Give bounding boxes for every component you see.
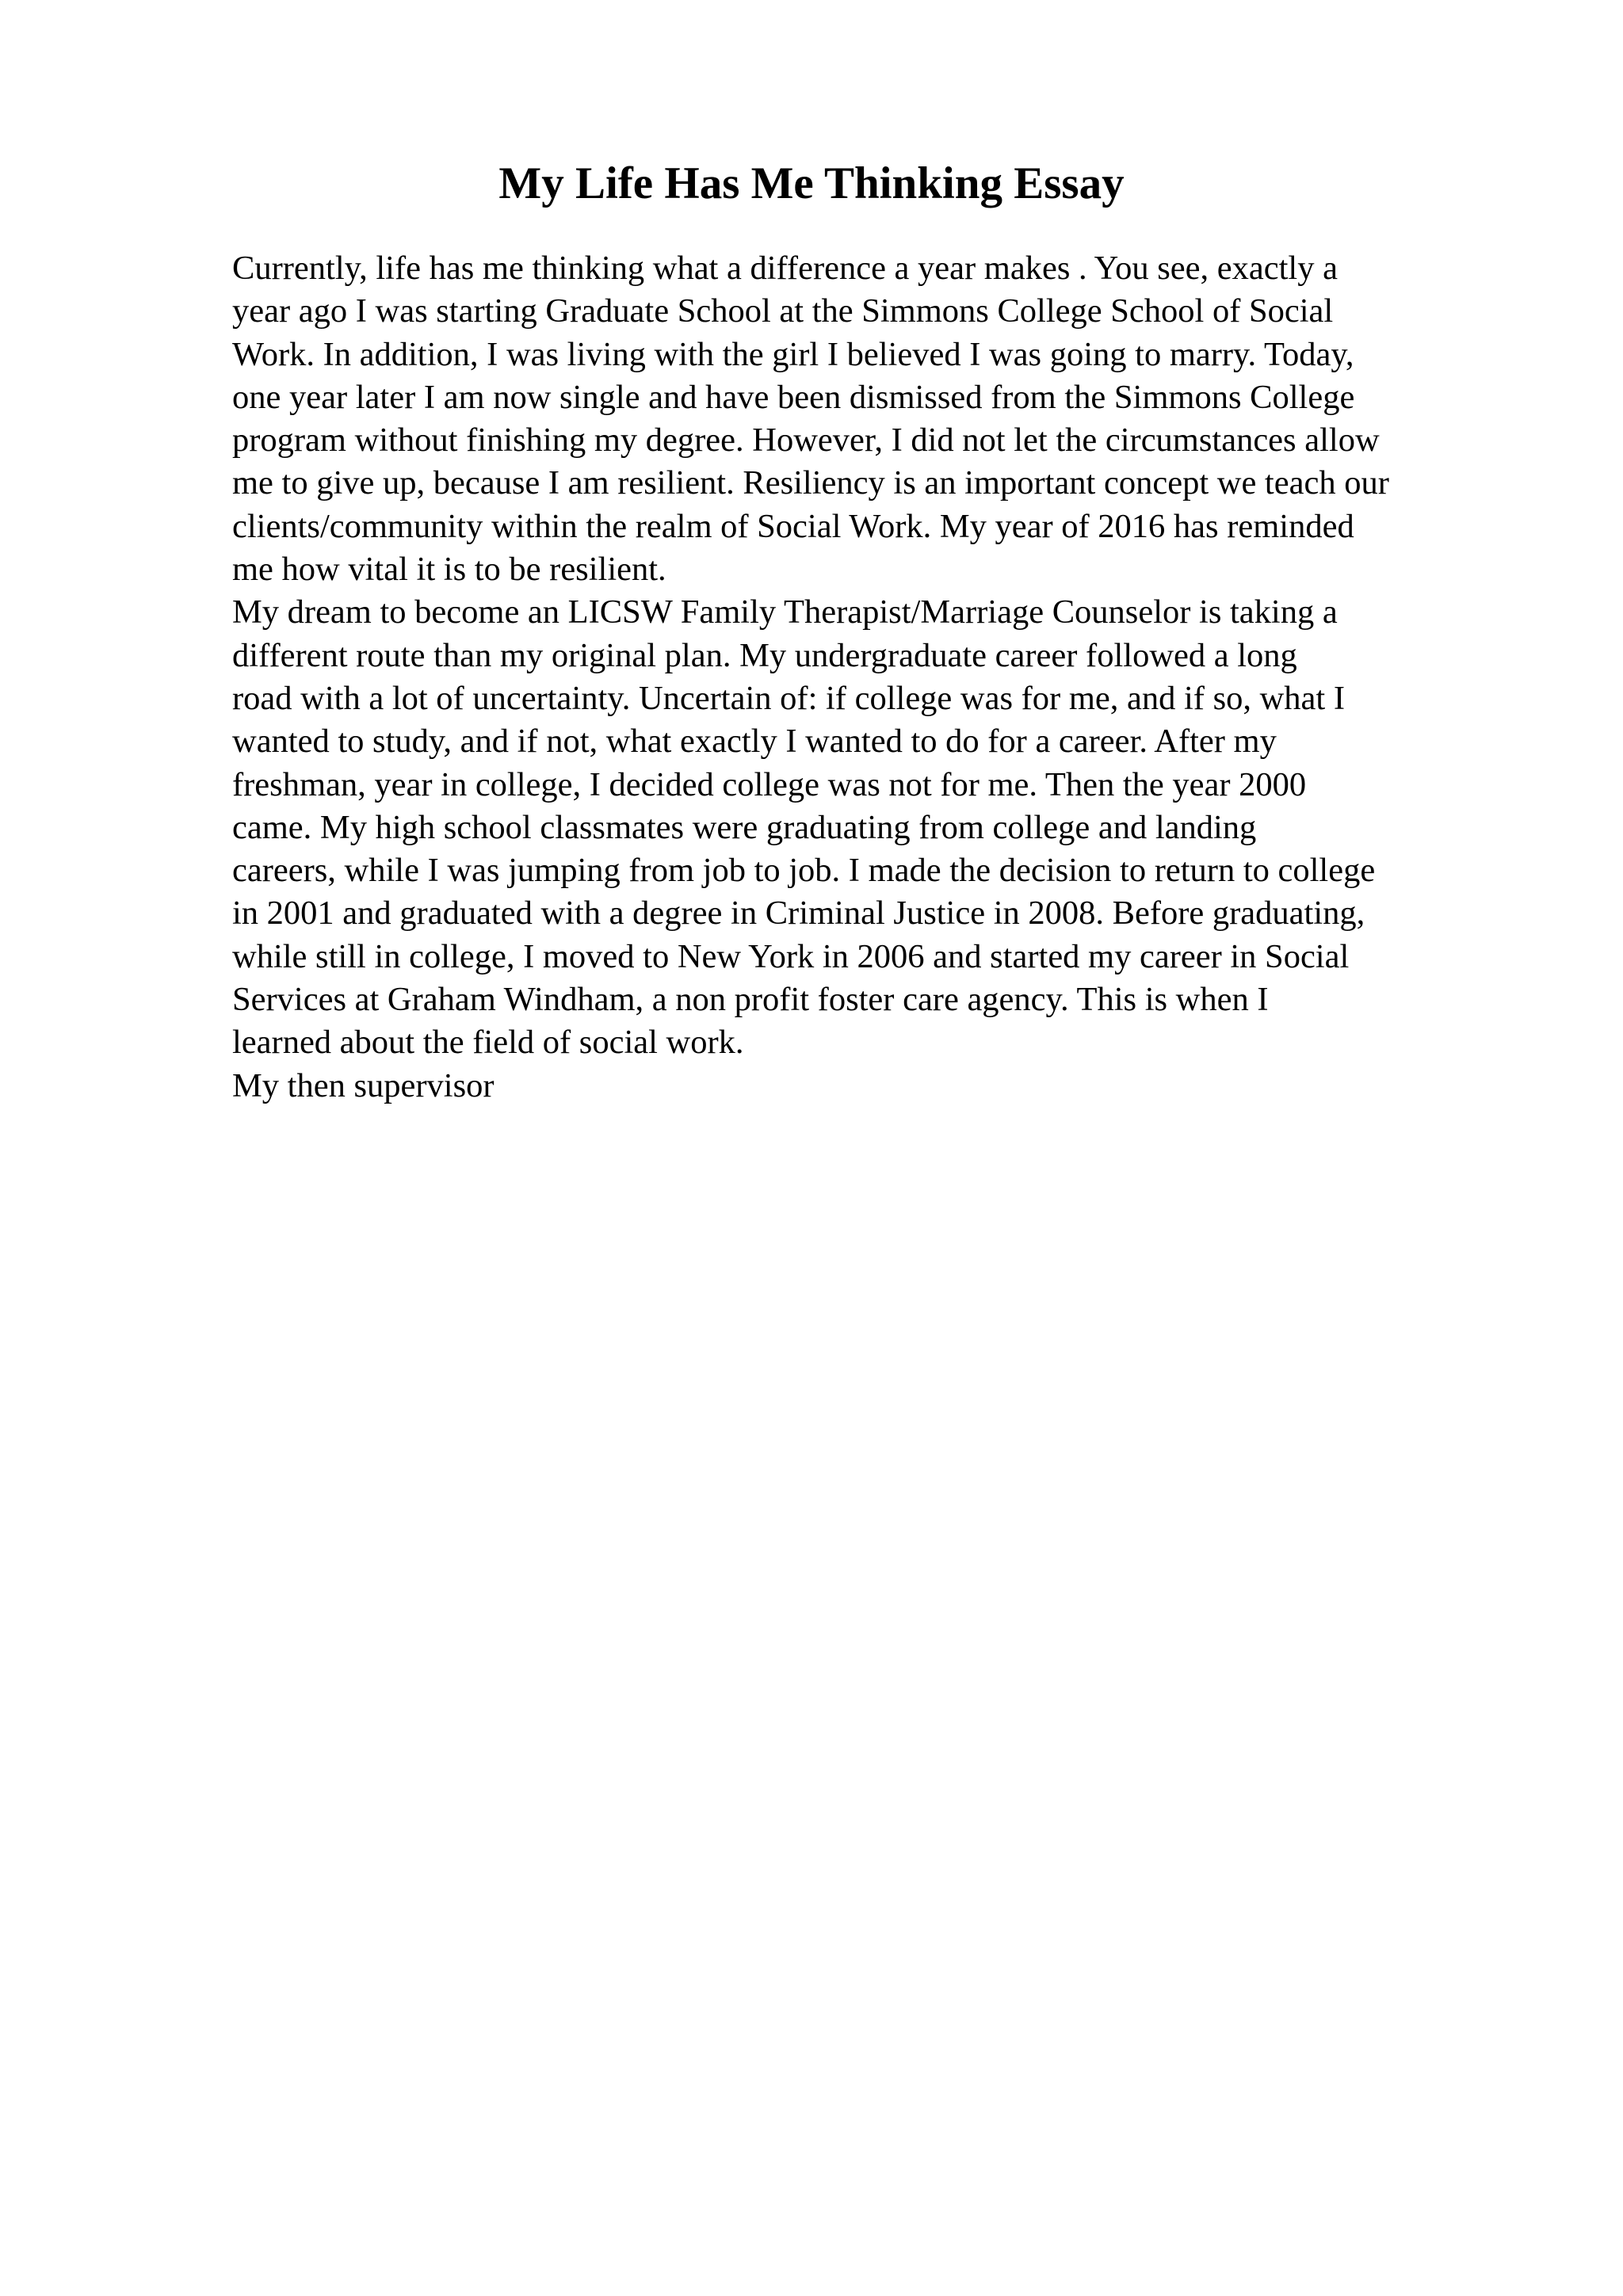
text-line: different route than my original plan. My undergraduate career followed a long	[232, 636, 1297, 674]
text-line: in 2001 and graduated with a degree in Criminal Justice in 2008. Before graduating,	[232, 894, 1365, 933]
text-line: came. My high school classmates were graduating from college and landing	[232, 808, 1257, 846]
text-line: Work. In addition, I was living with the girl I believed I was going to marry. Today,	[232, 335, 1354, 373]
essay-title: My Life Has Me Thinking Essay	[498, 158, 1125, 208]
text-line: freshman, year in college, I decided college was not for me. Then the year 2000	[232, 765, 1307, 803]
text-line: road with a lot of uncertainty. Uncertain of: if college was for me, and if so, what I	[232, 679, 1345, 717]
text-line: year ago I was starting Graduate School at the Simmons College School of Social	[232, 292, 1334, 330]
text-line: Currently, life has me thinking what a difference a year makes . You see, exactly a	[232, 250, 1338, 287]
text-line: wanted to study, and if not, what exactly I wanted to do for a career. After my	[232, 723, 1277, 761]
text-line: clients/community within the realm of Social Work. My year of 2016 has reminded	[232, 507, 1354, 545]
essay-body	[232, 247, 1595, 1108]
text-line: My dream to become an LICSW Family Therapist/Marriage Counselor is taking a	[232, 593, 1338, 631]
text-line: me to give up, because I am resilient. Resiliency is an important concept we teach our	[232, 464, 1389, 502]
text-line: one year later I am now single and have been dismissed from the Simmons College	[232, 378, 1355, 416]
text-line: learned about the field of social work.	[232, 1024, 744, 1062]
text-line: me how vital it is to be resilient.	[232, 551, 666, 589]
text-line: Services at Graham Windham, a non profit foster care agency. This is when I	[232, 981, 1269, 1019]
text-line: My then supervisor	[232, 1066, 495, 1104]
text-line: while still in college, I moved to New York in 2006 and started my career in Social	[232, 937, 1350, 975]
text-line: careers, while I was jumping from job to job. I made the decision to return to college	[232, 852, 1376, 890]
text-line: program without finishing my degree. However, I did not let the circumstances allow	[232, 421, 1380, 460]
